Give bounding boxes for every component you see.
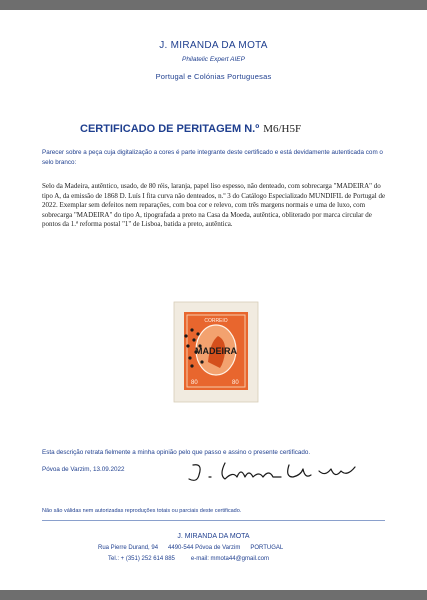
footer-name: J. MIRANDA DA MOTA (177, 533, 250, 540)
handwritten-signature (185, 457, 365, 487)
stamp-description (42, 182, 392, 234)
certificate-title (80, 123, 370, 135)
footer-email: e-mail: mmota44@gmail.com (190, 556, 270, 562)
statement-text: Esta descrição retrata fielmente a minha opinião pelo que passo e assino o presente certificado. (42, 449, 311, 456)
certificate-title-text: CERTIFICADO DE PERITAGEM N.º (80, 123, 260, 135)
footer-address (98, 545, 283, 551)
footer-divider (42, 520, 385, 521)
scan-edge-top (0, 0, 427, 10)
footer-contact (108, 556, 269, 562)
intro-text: Parecer sobre a peça cuja digitalização a cores é parte integrante deste certificado e está devidamente autenticada com o selo branco: (42, 149, 383, 166)
footer-street: Rua Pierre Durand, 94 (98, 545, 159, 551)
place-date: Póvoa de Varzim, 13.09.2022 (42, 466, 125, 473)
stamp-value-left: 80 (191, 380, 198, 386)
footer-phone: Tel.: + (351) 252 614 885 (108, 556, 175, 562)
stamp-value-right: 80 (232, 380, 239, 386)
stamp-image (172, 300, 260, 404)
stamp-svg (172, 300, 260, 404)
description-paragraph: Selo da Madeira, autêntico, usado, de 80 réis, laranja, papel liso espesso, não denteado, com sobrecarga "MADEIRA" do tipo A, da emissão de 1868 D. Luís I fita curva não denteados, n.º 3 do Catálogo Especializado MUNDIFIL de Portugal de 2022. Exemplar sem defeitos nem reparações, com boa cor e relevo, com três margens normais e uma de luxo, com sobrecarga "MADEIRA" do tipo A, tipografada a preto na Casa da Moeda, autêntica, obliterado por marca circular de pontos da 1.ª reforma postal "1" de Lisboa, batida a preto, autêntica. (42, 182, 386, 229)
footer-city: 4490-544 Póvoa de Varzim (168, 545, 241, 551)
certificate-number: M6/H5F (263, 123, 302, 135)
stamp-top-text: CORREIO (204, 318, 228, 324)
footer-note: Não são válidas nem autorizadas reproduções totais ou parciais deste certificado. (42, 508, 242, 514)
header-name: J. MIRANDA DA MOTA (159, 40, 268, 51)
stamp-overprint: MADEIRA (195, 346, 237, 356)
header-region: Portugal e Colónias Portuguesas (155, 72, 272, 81)
signature-svg (185, 457, 365, 487)
scan-edge-bottom (0, 590, 427, 600)
header-subtitle: Philatelic Expert AIEP (182, 56, 245, 63)
footer-country: PORTUGAL (250, 545, 284, 551)
